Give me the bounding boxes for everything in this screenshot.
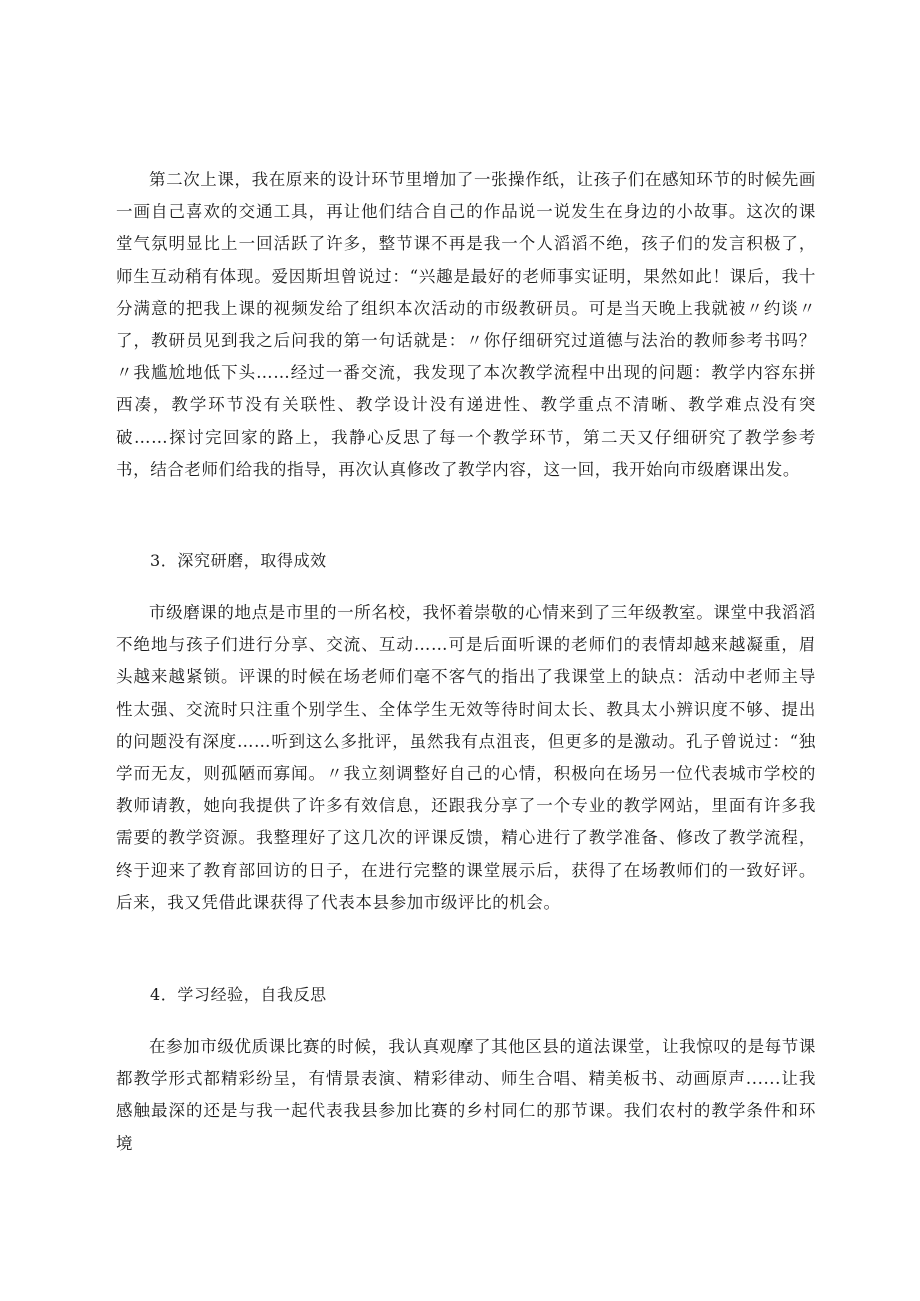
section-heading-3: 3．深究研磨，取得成效	[150, 551, 327, 570]
paragraph-competition: 在参加市级优质课比赛的时候，我认真观摩了其他区县的道法课堂，让我惊叹的是每节课都教学形式都精彩纷呈，有情景表演、精彩律动、师生合唱、精美板书、动画原声......让我感触最深的还是与我一起代表我县参加比赛的乡村同仁的那节课。我们农村的教学条件和环境	[116, 1037, 816, 1153]
paragraph-second-lesson: 第二次上课，我在原来的设计环节里增加了一张操作纸，让孩子们在感知环节的时候先画一画自己喜欢的交通工具，再让他们结合自己的作品说一说发生在身边的小故事。这次的课堂气氛明显比上一回活跃了许多，整节课不再是我一个人滔滔不绝，孩子们的发言积极了，师生互动稍有体现。爱因斯坦曾说过：“兴趣是最好的老师事实证明，果然如此！课后，我十分满意的把我上课的视频发给了组织本次活动的市级教研员。可是当天晚上我就被〃约谈〃了，教研员见到我之后问我的第一句话就是：〃你仔细研究过道德与法治的教师参考书吗？〃我尴尬地低下头……经过一番交流，我发现了本次教学流程中出现的问题：教学内容东拼西凑，教学环节没有关联性、教学设计没有递进性、教学重点不清晰、教学难点没有突破……探讨完回家的路上，我静心反思了每一个教学环节，第二天又仔细研究了教学参考书，结合老师们给我的指导，再次认真修改了教学内容，这一回，我开始向市级磨课出发。	[116, 170, 816, 479]
paragraph-city-lesson: 市级磨课的地点是市里的一所名校，我怀着崇敬的心情来到了三年级教室。课堂中我滔滔不绝地与孩子们进行分享、交流、互动……可是后面听课的老师们的表情却越来越凝重，眉头越来越紧锁。评课的时候在场老师们毫不客气的指出了我课堂上的缺点：活动中老师主导性太强、交流时只注重个别学生、全体学生无效等待时间太长、教具太小辨识度不够、提出的问题没有深度……听到这么多批评，虽然我有点沮丧，但更多的是激动。孔子曾说过：“独学而无友，则孤陋而寡闻。〃我立刻调整好自己的心情，积极向在场另一位代表城市学校的教师请教，她向我提供了许多有效信息，还跟我分享了一个专业的教学网站，里面有许多我需要的教学资源。我整理好了这几次的评课反馈，精心进行了教学准备、修改了教学流程，终于迎来了教育部回访的日子，在进行完整的课堂展示后，获得了在场教师们的一致好评。后来，我又凭借此课获得了代表本县参加市级评比的机会。	[116, 603, 816, 912]
section-heading-4: 4．学习经验，自我反思	[150, 985, 327, 1004]
